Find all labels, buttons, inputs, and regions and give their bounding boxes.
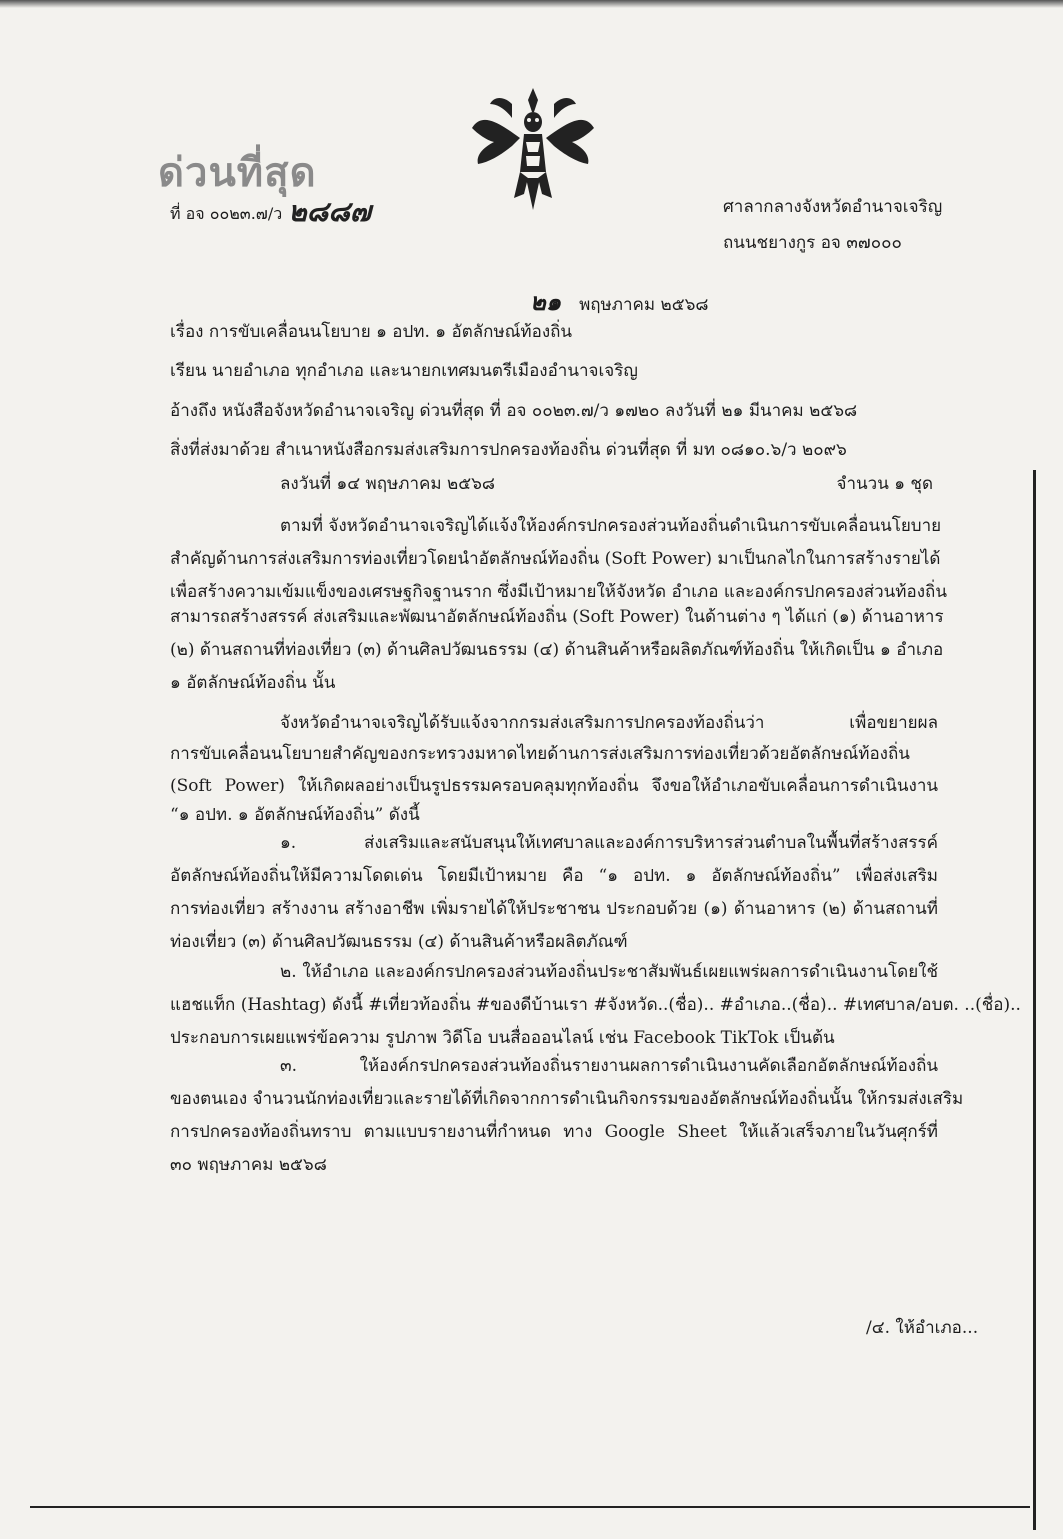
p3-line: ท่องเที่ยว (๓) ด้านศิลปวัฒนธรรม (๔) ด้านสินค้าหรือผลิตภัณฑ์ — [170, 932, 628, 952]
office-address: ถนนชยางกูร อจ ๓๗๐๐๐ — [723, 233, 902, 253]
doc-number-prefix: ที่ อจ ๐๐๒๓.๗/ว — [170, 204, 283, 223]
doc-number — [170, 188, 371, 232]
scan-bottom-edge — [30, 1506, 1030, 1508]
p2-line: การขับเคลื่อนนโยบายสำคัญของกระทรวงมหาดไทยด้านการส่งเสริมการท่องเที่ยวด้วยอัตลักษณ์ท้องถิ่น — [170, 744, 910, 764]
continuation-note: /๔. ให้อำเภอ... — [866, 1318, 979, 1338]
document-date — [530, 282, 708, 321]
p1-line: เพื่อสร้างความเข้มแข็งของเศรษฐกิจฐานราก ซึ่งมีเป้าหมายให้จังหวัด อำเภอ และองค์กรปกครองส่วนท้องถิ่น — [170, 582, 947, 602]
p1-line: สามารถสร้างสรรค์ ส่งเสริมและพัฒนาอัตลักษณ์ท้องถิ่น (Soft Power) ในด้านต่าง ๆ ได้แก่ (๑) ด้านอาหาร — [170, 607, 944, 627]
scan-top-edge — [0, 0, 1063, 8]
p4-line: ประกอบการเผยแพร่ข้อความ รูปภาพ วิดีโอ บนสื่อออนไลน์ เช่น Facebook TikTok เป็นต้น — [170, 1028, 835, 1048]
subject-line: เรื่อง การขับเคลื่อนนโยบาย ๑ อปท. ๑ อัตลักษณ์ท้องถิ่น — [170, 322, 573, 342]
date-day-handwritten: ๒๑ — [530, 287, 562, 316]
p3-line: อัตลักษณ์ท้องถิ่นให้มีความโดดเด่น โดยมีเป้าหมาย คือ “๑ อปท. ๑ อัตลักษณ์ท้องถิ่น” เพื่อส่งเสริม — [170, 866, 938, 886]
p2-line: “๑ อปท. ๑ อัตลักษณ์ท้องถิ่น” ดังนี้ — [170, 805, 420, 825]
garuda-emblem-icon — [468, 82, 598, 212]
p3-line: การท่องเที่ยว สร้างงาน สร้างอาชีพ เพิ่มรายได้ให้ประชาชน ประกอบด้วย (๑) ด้านอาหาร (๒) ด้านสถานที่ — [170, 899, 938, 919]
p1-line: สำคัญด้านการส่งเสริมการท่องเที่ยวโดยนำอัตลักษณ์ท้องถิ่น (Soft Power) มาเป็นกลไกในการสร้างรายได้ — [170, 549, 941, 569]
enclosure-line: สิ่งที่ส่งมาด้วย สำเนาหนังสือกรมส่งเสริมการปกครองท้องถิ่น ด่วนที่สุด ที่ มท ๐๘๑๐.๖/ว ๒๐๙๖ — [170, 440, 847, 460]
urgency-stamp: ด่วนที่สุด — [158, 149, 317, 196]
issuing-office: ศาลากลางจังหวัดอำนาจเจริญ — [723, 197, 943, 217]
p5-line: ของตนเอง จำนวนนักท่องเที่ยวและรายได้ที่เกิดจากการดำเนินกิจกรรมของอัตลักษณ์ท้องถิ่นนั้น ให้กรมส่งเสริม — [170, 1089, 964, 1109]
doc-number-handwritten: ๒๘๘๗ — [288, 195, 371, 228]
p5-line: ๓. ให้องค์กรปกครองส่วนท้องถิ่นรายงานผลการดำเนินงานคัดเลือกอัตลักษณ์ท้องถิ่น — [280, 1056, 938, 1076]
scan-right-edge — [1033, 470, 1036, 1530]
enclosure-quantity: จำนวน ๑ ชุด — [836, 474, 933, 494]
reference-line: อ้างถึง หนังสือจังหวัดอำนาจเจริญ ด่วนที่สุด ที่ อจ ๐๐๒๓.๗/ว ๑๗๒๐ ลงวันที่ ๒๑ มีนาคม ๒๕๖๘ — [170, 401, 858, 421]
addressee-line: เรียน นายอำเภอ ทุกอำเภอ และนายกเทศมนตรีเมืองอำนาจเจริญ — [170, 361, 638, 381]
p2-line: จังหวัดอำนาจเจริญได้รับแจ้งจากกรมส่งเสริมการปกครองท้องถิ่นว่า เพื่อขยายผล — [280, 713, 938, 733]
enclosure-date: ลงวันที่ ๑๔ พฤษภาคม ๒๕๖๘ — [280, 474, 495, 494]
p4-line: แฮชแท็ก (Hashtag) ดังนี้ #เที่ยวท้องถิ่น #ของดีบ้านเรา #จังหวัด..(ชื่อ).. #อำเภอ..(ชื่อ).. #เทศบาล/อบต. ..(ชื่อ).. — [170, 995, 1021, 1015]
date-month-year: พฤษภาคม ๒๕๖๘ — [579, 295, 709, 315]
p2-line: (Soft Power) ให้เกิดผลอย่างเป็นรูปธรรมครอบคลุมทุกท้องถิ่น จึงขอให้อำเภอขับเคลื่อนการดำเนินงาน — [170, 776, 938, 796]
p1-line: (๒) ด้านสถานที่ท่องเที่ยว (๓) ด้านศิลปวัฒนธรรม (๔) ด้านสินค้าหรือผลิตภัณฑ์ท้องถิ่น ให้เกิดเป็น ๑ อำเภอ — [170, 640, 944, 660]
p5-line: การปกครองท้องถิ่นทราบ ตามแบบรายงานที่กำหนด ทาง Google Sheet ให้แล้วเสร็จภายในวันศุกร์ที่ — [170, 1122, 938, 1142]
p3-line: ๑. ส่งเสริมและสนับสนุนให้เทศบาลและองค์การบริหารส่วนตำบลในพื้นที่สร้างสรรค์ — [280, 833, 938, 853]
p5-line: ๓๐ พฤษภาคม ๒๕๖๘ — [170, 1155, 327, 1175]
p1-line: ตามที่ จังหวัดอำนาจเจริญได้แจ้งให้องค์กรปกครองส่วนท้องถิ่นดำเนินการขับเคลื่อนนโยบาย — [280, 516, 942, 536]
p1-line: ๑ อัตลักษณ์ท้องถิ่น นั้น — [170, 673, 336, 693]
p4-line: ๒. ให้อำเภอ และองค์กรปกครองส่วนท้องถิ่นประชาสัมพันธ์เผยแพร่ผลการดำเนินงานโดยใช้ — [280, 962, 938, 982]
